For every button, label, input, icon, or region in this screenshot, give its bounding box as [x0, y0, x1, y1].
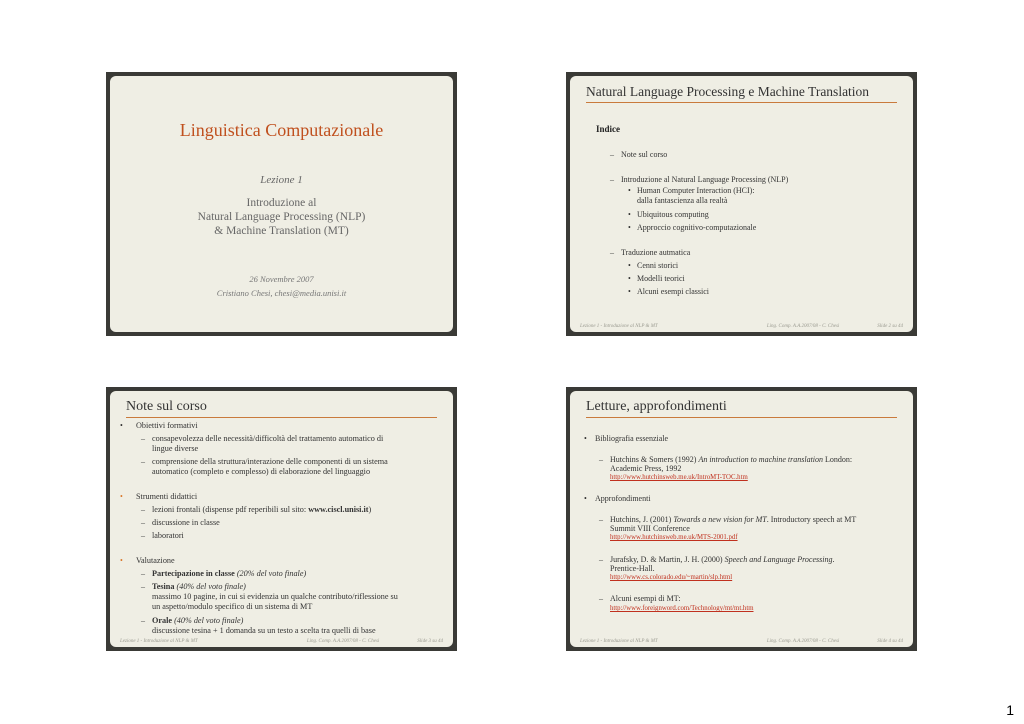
- slide-title: Letture, approfondimenti: [586, 399, 897, 418]
- bullet: •: [628, 287, 631, 296]
- index-subitem: Approccio cognitivo-computazionale: [637, 223, 757, 232]
- section-heading: Valutazione: [136, 556, 175, 565]
- list-item: Tesina (40% del voto finale) massimo 10 pagine, in cui si evidenzia un qualche contributo/riflessione su un aspetto/modulo specifico di un sistema di MT: [152, 582, 398, 611]
- index-heading: Indice: [596, 124, 621, 134]
- bullet: •: [628, 223, 631, 232]
- dash-bullet: –: [141, 434, 145, 443]
- reference-link[interactable]: http://www.foreignword.com/Technology/mt/mt.htm: [610, 605, 754, 612]
- reference-link[interactable]: http://www.hutchinsweb.me.uk/IntroMT-TOC.htm: [610, 474, 748, 481]
- bullet: •: [120, 556, 123, 565]
- dash-bullet: –: [141, 518, 145, 527]
- bullet: •: [120, 421, 123, 430]
- slide-title: Note sul corso: [126, 399, 437, 418]
- index-subitem: Modelli teorici: [637, 274, 685, 283]
- lesson-description: Introduzione al Natural Language Processing (NLP) & Machine Translation (MT): [197, 197, 366, 237]
- section-heading: Strumenti didattici: [136, 492, 198, 501]
- bullet: •: [584, 434, 587, 443]
- dash-bullet: –: [141, 582, 145, 591]
- bullet: •: [628, 274, 631, 283]
- reference: Hutchins, J. (2001) Towards a new vision for MT. Introductory speech at MT Summit VIII Conference http://www.hutchinsweb.me.uk/MTS-2001.pdf: [610, 515, 857, 541]
- index-subitem: Cenni storici: [637, 261, 679, 270]
- index-item: Traduzione autmatica: [621, 248, 691, 257]
- reference: Hutchins & Somers (1992) An introduction to machine translation London: Academic Press, 1992 http://www.hutchinsweb.me.uk/IntroMT-TOC.htm: [610, 455, 853, 481]
- page-number: 1: [1006, 702, 1014, 718]
- slide-1-content: [110, 76, 453, 332]
- section-heading: Obiettivi formativi: [136, 421, 198, 430]
- dash-bullet: –: [141, 505, 145, 514]
- dash-bullet: –: [141, 457, 145, 466]
- course-title: Linguistica Computazionale: [179, 120, 384, 140]
- slide-1: [106, 72, 457, 336]
- list-item: Partecipazione in classe (20% del voto finale): [152, 569, 307, 578]
- site-link[interactable]: www.ciscl.unisi.it: [308, 505, 369, 514]
- index-subitem: Human Computer Interaction (HCI): dalla fantascienza alla realtà: [637, 186, 755, 205]
- slide-2-content: [570, 76, 913, 332]
- slide-3: [106, 387, 457, 651]
- dash-bullet: –: [141, 531, 145, 540]
- slide-footer: Lezione 1 - Introduzione al NLP & MT Ling. Comp. A.A.2007/08 - C. Chesi Slide 3 su 44: [120, 639, 443, 644]
- list-item: comprensione della struttura/interazione delle componenti di un sistema automatico (completo e complesso) di elaborazione del linguaggio: [152, 457, 388, 476]
- bullet: •: [120, 492, 123, 501]
- index-item: Introduzione al Natural Language Processing (NLP): [621, 175, 789, 184]
- dash-bullet: –: [599, 515, 603, 524]
- list-item: laboratori: [152, 531, 184, 540]
- slide-2: [566, 72, 917, 336]
- section-heading: Approfondimenti: [595, 494, 651, 503]
- slide-4: [566, 387, 917, 651]
- index-subitem: Alcuni esempi classici: [637, 287, 709, 296]
- bullet: •: [584, 494, 587, 503]
- section-heading: Bibliografia essenziale: [595, 434, 669, 443]
- slide-title: Natural Language Processing e Machine Translation: [586, 84, 897, 103]
- dash-bullet: –: [610, 248, 614, 257]
- index-subitem: Ubiquitous computing: [637, 210, 709, 219]
- lesson-label: Lezione 1: [260, 174, 303, 186]
- reference: Jurafsky, D. & Martin, J. H. (2000) Speech and Language Processing. Prentice-Hall. http://www.cs.colorado.edu/~martin/slp.html: [610, 555, 835, 581]
- reference: Alcuni esempi di MT: http://www.foreignword.com/Technology/mt/mt.htm: [610, 594, 754, 612]
- date-author: [110, 272, 453, 300]
- lesson-author: Cristiano Chesi, chesi@media.unisi.it: [216, 288, 347, 298]
- reference-link[interactable]: http://www.cs.colorado.edu/~martin/slp.html: [610, 574, 733, 581]
- list-item: lezioni frontali (dispense pdf reperibili sul sito: www.ciscl.unisi.it): [152, 505, 372, 514]
- lesson-date: 26 Novembre 2007: [249, 274, 314, 284]
- dash-bullet: –: [599, 455, 603, 464]
- dash-bullet: –: [141, 569, 145, 578]
- dash-bullet: –: [599, 555, 603, 564]
- list-item: consapevolezza delle necessità/difficoltà del trattamento automatico di lingue diverse: [152, 434, 384, 453]
- dash-bullet: –: [610, 175, 614, 184]
- index-item: Note sul corso: [621, 150, 668, 159]
- bullet: •: [628, 186, 631, 195]
- slide-3-content: [110, 391, 453, 647]
- dash-bullet: –: [610, 150, 614, 159]
- dash-bullet: –: [141, 616, 145, 625]
- slide-4-content: [570, 391, 913, 647]
- bullet: •: [628, 261, 631, 270]
- list-item: Orale (40% del voto finale) discussione tesina + 1 domanda su un testo a scelta tra quelli di base: [152, 616, 376, 635]
- dash-bullet: –: [599, 594, 603, 603]
- list-item: discussione in classe: [152, 518, 220, 527]
- reference-link[interactable]: http://www.hutchinsweb.me.uk/MTS-2001.pdf: [610, 534, 738, 541]
- bullet: •: [628, 210, 631, 219]
- slide-footer: Lezione 1 - Introduzione al NLP & MT Ling. Comp. A.A.2007/08 - C. Chesi Slide 4 su 44: [580, 639, 903, 644]
- slide-footer: Lezione 1 - Introduzione al NLP & MT Ling. Comp. A.A.2007/08 - C. Chesi Slide 2 su 44: [580, 324, 903, 329]
